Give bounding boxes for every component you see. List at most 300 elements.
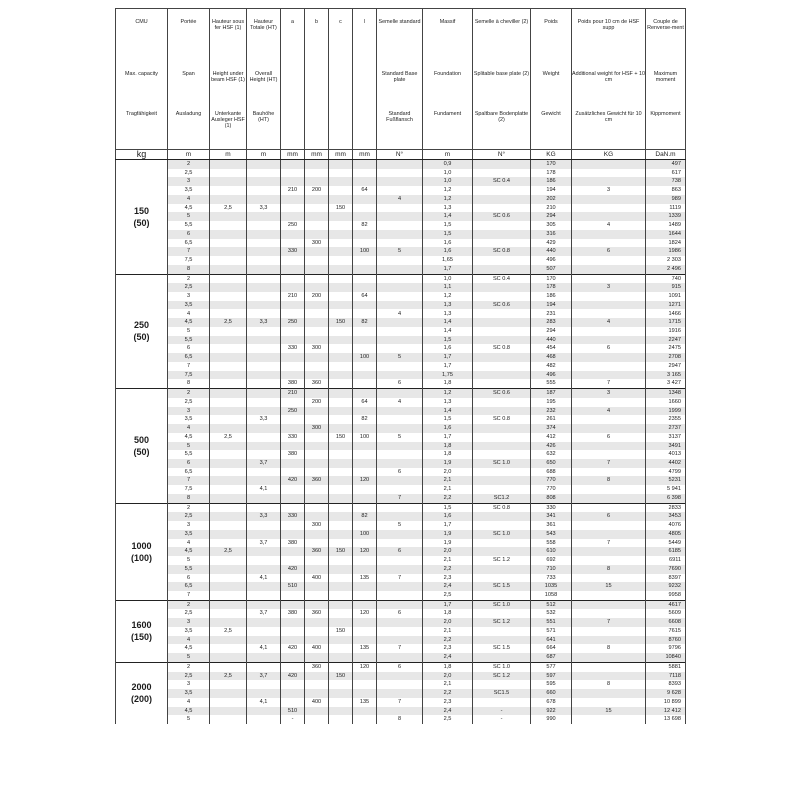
table-cell: 7: [168, 247, 210, 256]
table-cell: 1058: [531, 591, 572, 600]
table-cell: [572, 442, 646, 451]
table-cell: 1348: [646, 389, 686, 398]
table-cell: [247, 591, 281, 600]
table-cell: 2,0: [423, 618, 473, 627]
table-cell: 1035: [531, 582, 572, 591]
table-cell: 5: [377, 247, 423, 256]
table-cell: [377, 459, 423, 468]
header-en-3: Overall Height (HT): [247, 63, 281, 107]
table-cell: 1,9: [423, 459, 473, 468]
table-cell: 1,6: [423, 424, 473, 433]
table-cell: 1,4: [423, 407, 473, 416]
table-cell: SC 0.6: [473, 212, 531, 221]
table-cell: 7: [572, 379, 646, 388]
table-cell: [353, 715, 377, 724]
capacity-sub-value: (200): [130, 694, 152, 705]
table-cell: 120: [353, 609, 377, 618]
table-cell: 5881: [646, 662, 686, 671]
table-cell: 497: [646, 160, 686, 169]
table-cell: [377, 680, 423, 689]
table-cell: 186: [531, 177, 572, 186]
table-cell: [329, 336, 353, 345]
table-cell: [377, 530, 423, 539]
table-cell: [572, 600, 646, 609]
table-cell: 1,8: [423, 662, 473, 671]
table-cell: [210, 618, 247, 627]
table-cell: [572, 521, 646, 530]
header-de-9: Fundament: [423, 107, 473, 150]
header-fr-3: Hauteur Totale (HT): [247, 9, 281, 64]
table-cell: 178: [531, 169, 572, 178]
table-row: [116, 212, 686, 221]
table-cell: 7: [572, 539, 646, 548]
table-cell: 341: [531, 512, 572, 521]
table-cell: [353, 627, 377, 636]
table-cell: [305, 362, 329, 371]
table-cell: [305, 318, 329, 327]
table-cell: [473, 512, 531, 521]
table-cell: 3,5: [168, 415, 210, 424]
table-cell: 1,6: [423, 512, 473, 521]
table-cell: 1,0: [423, 274, 473, 283]
table-cell: 2,5: [210, 318, 247, 327]
table-cell: [210, 169, 247, 178]
table-cell: [210, 636, 247, 645]
table-cell: 120: [353, 476, 377, 485]
header-de-3: Bauhöhe (HT): [247, 107, 281, 150]
table-cell: 510: [281, 582, 305, 591]
table-cell: [329, 512, 353, 521]
table-header: [116, 9, 686, 160]
table-cell: [473, 309, 531, 318]
table-cell: 4: [572, 407, 646, 416]
table-row: [116, 672, 686, 681]
table-cell: 2: [168, 160, 210, 169]
table-cell: 1,65: [423, 256, 473, 265]
table-cell: 7: [168, 591, 210, 600]
capacity-group-label: [116, 274, 168, 389]
table-cell: SC 0.4: [473, 274, 531, 283]
table-cell: 678: [531, 698, 572, 707]
table-cell: [210, 309, 247, 318]
table-cell: 4: [377, 195, 423, 204]
table-cell: [305, 169, 329, 178]
table-cell: [572, 689, 646, 698]
table-cell: 2,2: [423, 494, 473, 503]
header-fr-7: l: [353, 9, 377, 64]
table-cell: SC 1.2: [473, 556, 531, 565]
header-de-1: Ausladung: [168, 107, 210, 150]
table-row: [116, 424, 686, 433]
table-cell: [377, 301, 423, 310]
table-cell: -: [281, 715, 305, 724]
table-cell: 4,1: [247, 644, 281, 653]
header-en-1: Span: [168, 63, 210, 107]
table-cell: 6608: [646, 618, 686, 627]
table-cell: SC 1.0: [473, 600, 531, 609]
table-cell: [329, 494, 353, 503]
capacity-sub-value: (50): [133, 217, 150, 228]
table-row: [116, 707, 686, 716]
table-cell: 4: [377, 309, 423, 318]
table-cell: [377, 636, 423, 645]
table-cell: [210, 239, 247, 248]
table-cell: 454: [531, 344, 572, 353]
table-cell: -: [473, 707, 531, 716]
table-cell: 664: [531, 644, 572, 653]
table-cell: [247, 274, 281, 283]
table-cell: 2,5: [168, 512, 210, 521]
table-cell: 3,7: [247, 672, 281, 681]
table-cell: [353, 389, 377, 398]
table-row: [116, 627, 686, 636]
table-cell: [329, 503, 353, 512]
header-unit-7: mm: [353, 150, 377, 160]
table-cell: [247, 265, 281, 274]
table-cell: [377, 556, 423, 565]
table-cell: [473, 485, 531, 494]
header-de-5: [305, 107, 329, 150]
table-cell: [572, 169, 646, 178]
table-row: [116, 539, 686, 548]
header-fr-4: a: [281, 9, 305, 64]
table-cell: [281, 600, 305, 609]
table-cell: 2,5: [168, 398, 210, 407]
table-cell: 150: [329, 627, 353, 636]
table-row: [116, 698, 686, 707]
table-cell: [377, 389, 423, 398]
table-cell: 1,0: [423, 169, 473, 178]
table-cell: 5: [377, 353, 423, 362]
table-cell: [247, 160, 281, 169]
table-cell: 330: [281, 247, 305, 256]
table-cell: [247, 680, 281, 689]
table-cell: [377, 177, 423, 186]
table-cell: 360: [305, 476, 329, 485]
table-cell: 1916: [646, 327, 686, 336]
table-cell: 1,2: [423, 186, 473, 195]
table-cell: [247, 371, 281, 380]
table-cell: 6,5: [168, 353, 210, 362]
table-cell: [247, 186, 281, 195]
table-cell: 2: [168, 662, 210, 671]
table-cell: [353, 582, 377, 591]
table-cell: [377, 204, 423, 213]
table-cell: [281, 494, 305, 503]
table-cell: [572, 662, 646, 671]
table-cell: [329, 485, 353, 494]
table-cell: [353, 494, 377, 503]
table-cell: [281, 301, 305, 310]
table-cell: [247, 627, 281, 636]
table-cell: [329, 283, 353, 292]
table-cell: 597: [531, 672, 572, 681]
table-cell: [247, 424, 281, 433]
table-cell: [329, 274, 353, 283]
header-unit-3: m: [247, 150, 281, 160]
table-cell: [572, 177, 646, 186]
table-cell: 202: [531, 195, 572, 204]
table-cell: SC 1.0: [473, 530, 531, 539]
table-cell: 641: [531, 636, 572, 645]
table-cell: [572, 450, 646, 459]
header-en-0: Max. capacity: [116, 63, 168, 107]
table-cell: [210, 530, 247, 539]
table-cell: [305, 212, 329, 221]
table-cell: [473, 195, 531, 204]
table-cell: 3,3: [247, 415, 281, 424]
table-cell: 150: [329, 433, 353, 442]
table-cell: 1824: [646, 239, 686, 248]
table-cell: [247, 177, 281, 186]
table-cell: 6,5: [168, 468, 210, 477]
header-fr-11: Poids: [531, 9, 572, 64]
table-cell: [572, 239, 646, 248]
table-cell: [247, 547, 281, 556]
table-cell: 3: [168, 177, 210, 186]
table-cell: 360: [305, 662, 329, 671]
table-row: [116, 591, 686, 600]
table-cell: SC 1.2: [473, 618, 531, 627]
table-cell: 7,5: [168, 371, 210, 380]
table-cell: [210, 556, 247, 565]
header-unit-12: KG: [572, 150, 646, 160]
table-cell: 1,7: [423, 521, 473, 530]
table-cell: 5 941: [646, 485, 686, 494]
table-cell: [210, 565, 247, 574]
table-cell: [210, 539, 247, 548]
table-cell: [329, 450, 353, 459]
table-cell: 558: [531, 539, 572, 548]
table-cell: [329, 662, 353, 671]
table-cell: 990: [531, 715, 572, 724]
table-cell: 6: [168, 230, 210, 239]
table-cell: 740: [646, 274, 686, 283]
table-cell: 1,7: [423, 362, 473, 371]
table-row: [116, 239, 686, 248]
table-cell: 9 628: [646, 689, 686, 698]
table-cell: [353, 371, 377, 380]
header-en-11: Weight: [531, 63, 572, 107]
table-cell: 9958: [646, 591, 686, 600]
table-cell: [210, 195, 247, 204]
table-cell: [281, 627, 305, 636]
table-cell: 1,6: [423, 239, 473, 248]
table-cell: 1,2: [423, 292, 473, 301]
table-cell: [572, 468, 646, 477]
table-cell: 1271: [646, 301, 686, 310]
table-cell: 5: [168, 556, 210, 565]
table-cell: 5: [168, 212, 210, 221]
header-en-7: [353, 63, 377, 107]
table-cell: [210, 247, 247, 256]
table-cell: [353, 230, 377, 239]
table-cell: 15: [572, 582, 646, 591]
table-cell: 5: [168, 327, 210, 336]
table-row: [116, 512, 686, 521]
capacity-value: 2000: [131, 682, 152, 693]
table-cell: 2,5: [168, 169, 210, 178]
table-cell: 6: [572, 433, 646, 442]
table-cell: 1,4: [423, 318, 473, 327]
table-cell: 1,0: [423, 177, 473, 186]
table-cell: 4: [168, 424, 210, 433]
table-cell: [305, 494, 329, 503]
table-cell: [247, 195, 281, 204]
table-cell: [473, 327, 531, 336]
table-cell: 1,5: [423, 336, 473, 345]
table-cell: 200: [305, 398, 329, 407]
table-cell: 3,7: [247, 459, 281, 468]
table-cell: SC 0.8: [473, 344, 531, 353]
table-cell: [305, 195, 329, 204]
table-cell: [329, 247, 353, 256]
table-cell: [305, 256, 329, 265]
table-row: [116, 503, 686, 512]
table-cell: 2,1: [423, 476, 473, 485]
header-de-2: Unterkante Ausleger HSF (1): [210, 107, 247, 150]
table-cell: 482: [531, 362, 572, 371]
table-cell: [281, 265, 305, 274]
table-row: [116, 318, 686, 327]
table-cell: [572, 353, 646, 362]
table-row: [116, 653, 686, 662]
table-cell: [353, 442, 377, 451]
table-cell: 6: [572, 512, 646, 521]
table-cell: [377, 442, 423, 451]
table-cell: 426: [531, 442, 572, 451]
table-cell: [473, 680, 531, 689]
header-de-13: Kippmoment: [646, 107, 686, 150]
table-cell: 1489: [646, 221, 686, 230]
capacity-value: 1600: [131, 620, 152, 631]
capacity-sub-value: (100): [130, 552, 152, 563]
table-cell: [247, 309, 281, 318]
table-row: [116, 186, 686, 195]
table-cell: 4799: [646, 468, 686, 477]
table-cell: 4,5: [168, 204, 210, 213]
table-cell: 2833: [646, 503, 686, 512]
table-cell: [305, 503, 329, 512]
table-cell: [329, 177, 353, 186]
table-cell: [210, 327, 247, 336]
table-cell: 8: [572, 476, 646, 485]
table-cell: [329, 195, 353, 204]
table-cell: 6,5: [168, 239, 210, 248]
table-cell: 250: [281, 221, 305, 230]
table-cell: 400: [305, 644, 329, 653]
table-cell: [473, 653, 531, 662]
table-cell: [210, 389, 247, 398]
header-en-2: Height under beam HSF (1): [210, 63, 247, 107]
table-cell: 82: [353, 415, 377, 424]
table-cell: SC 1.5: [473, 644, 531, 653]
table-cell: [473, 204, 531, 213]
table-row: [116, 160, 686, 169]
table-cell: [473, 283, 531, 292]
table-cell: [247, 379, 281, 388]
table-cell: 1,3: [423, 398, 473, 407]
header-unit-8: N°: [377, 150, 423, 160]
table-cell: 10840: [646, 653, 686, 662]
table-cell: [473, 160, 531, 169]
table-cell: 692: [531, 556, 572, 565]
table-cell: 7: [377, 494, 423, 503]
table-cell: [281, 353, 305, 362]
table-row: [116, 247, 686, 256]
table-cell: 7,5: [168, 485, 210, 494]
table-cell: [473, 336, 531, 345]
table-cell: 300: [305, 239, 329, 248]
table-row: [116, 574, 686, 583]
header-unit-6: mm: [329, 150, 353, 160]
table-cell: 429: [531, 239, 572, 248]
table-cell: 3,3: [247, 512, 281, 521]
capacity-value: 150: [133, 205, 150, 216]
table-cell: [329, 407, 353, 416]
table-cell: 0,9: [423, 160, 473, 169]
table-row: [116, 556, 686, 565]
table-cell: 3 427: [646, 379, 686, 388]
header-en-12: Additional weight for HSF + 10 cm: [572, 63, 646, 107]
header-unit-0: kg: [116, 150, 168, 160]
table-cell: 2355: [646, 415, 686, 424]
table-cell: [329, 521, 353, 530]
table-cell: 1999: [646, 407, 686, 416]
table-cell: 4: [572, 221, 646, 230]
table-cell: [210, 485, 247, 494]
table-cell: 770: [531, 476, 572, 485]
table-cell: 7,5: [168, 256, 210, 265]
table-cell: [329, 653, 353, 662]
table-cell: [353, 256, 377, 265]
table-cell: 5231: [646, 476, 686, 485]
table-cell: 440: [531, 336, 572, 345]
table-row: [116, 274, 686, 283]
table-cell: [377, 318, 423, 327]
table-cell: 5609: [646, 609, 686, 618]
table-cell: [247, 618, 281, 627]
table-cell: [353, 450, 377, 459]
table-cell: [473, 230, 531, 239]
table-cell: [353, 379, 377, 388]
table-cell: [377, 653, 423, 662]
table-cell: 1,8: [423, 442, 473, 451]
table-cell: [210, 336, 247, 345]
table-cell: 863: [646, 186, 686, 195]
table-cell: 2,0: [423, 547, 473, 556]
table-cell: [353, 618, 377, 627]
table-cell: 989: [646, 195, 686, 204]
table-cell: 1,9: [423, 530, 473, 539]
table-cell: [305, 433, 329, 442]
table-cell: [572, 556, 646, 565]
table-cell: 1,5: [423, 503, 473, 512]
table-cell: 2,0: [423, 468, 473, 477]
table-cell: SC 1.0: [473, 459, 531, 468]
table-cell: 2,1: [423, 627, 473, 636]
table-cell: 1,6: [423, 247, 473, 256]
table-cell: 3,5: [168, 301, 210, 310]
table-row: [116, 565, 686, 574]
table-cell: [210, 707, 247, 716]
table-cell: [329, 459, 353, 468]
table-cell: 6: [377, 662, 423, 671]
table-cell: [210, 698, 247, 707]
table-cell: [329, 424, 353, 433]
table-cell: 4,5: [168, 644, 210, 653]
table-cell: [377, 283, 423, 292]
